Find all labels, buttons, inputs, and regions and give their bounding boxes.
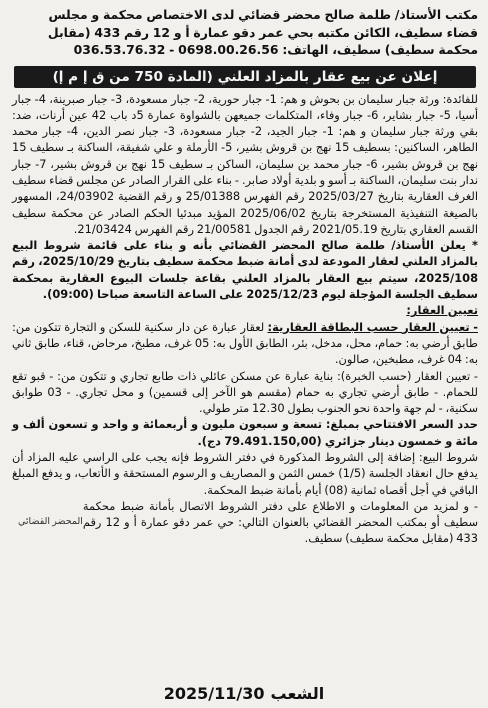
section-title-property: تعيين العقار:	[406, 303, 478, 318]
notice-body	[12, 91, 478, 546]
notice-title: إعلان عن بيع عقار بالمزاد العلني (المادة 750 من ق إ م إ)	[14, 66, 476, 88]
publication-footer	[0, 678, 488, 708]
property-description-paragraph	[12, 319, 478, 368]
publication-date: 2025/11/30	[163, 683, 265, 703]
sale-announcement-paragraph: * يعلن الأستاذ/ طلمة صالح المحضر القضائي بأنه و بناء على قائمة شروط البيع بالمزاد العلني لعقار المودعة لدى أمانة ضبط محكمة سطيف بتاريخ 2025/10/29، رقم 2025/108، سيتم بيع العقار بالمزاد العلني بقاعة جلسات البيوع العقارية بمحكمة سطيف الجلسة المؤجلة ليوم 2025/12/23 على الساعة التاسعة صباحا (09:00).	[12, 238, 478, 302]
property-description-label: - تعيين العقار حسب البطاقة العقارية:	[267, 319, 478, 334]
newspaper-name: الشعب	[270, 683, 325, 703]
opening-price-paragraph: حدد السعر الافتتاحي بمبلغ: تسعة و سبعون مليون و أربعمائة و واحد و تسعون ألف و مائة و خمسون دينار جزائري (79.491.150,00 دج).	[12, 417, 478, 448]
property-description-text: لعقار عبارة عن دار سكنية للسكن و التجارة تتكون من: طابق أرضي به: حمام، محل، مدخل، بئر، الطابق الأول به: 05 غرف، مطبخ، مرحاض، قناء، طابق ثاني به: 04 غرف، مطبخين، صالون.	[12, 319, 478, 367]
header-line-3-prefix: محكمة سطيف) سطيف، الهاتف:	[282, 42, 478, 57]
notice-header	[12, 6, 478, 59]
header-phone: 036.53.76.32 - 0698.00.26.56	[73, 42, 279, 57]
signature-label: المحضر القضائي	[18, 515, 83, 527]
header-line-3	[12, 41, 478, 59]
property-expertise-paragraph: - تعيين العقار (حسب الخبرة): بناية عبارة عن مسكن عائلي ذات طابع تجاري و تتكون من: - قبو تقع للحمام. - طابق أرضي تجاري به حمام (مقسم هو الآخر إلى قسمين) و محل تجاري. - 03 طوابق سكنية، - لم جهة واحدة نحو الجنوب بطول 12.30 متر طولي.	[12, 368, 478, 416]
header-line-1: مكتب الأستاذ/ طلمة صالح محضر قضائي لدى الاختصاص محكمة و مجلس	[48, 7, 478, 22]
contact-paragraph: - و لمزيد من المعلومات و الاطلاع على دفتر الشروط الاتصال بأمانة ضبط محكمة سطيف أو بمكتب المحضر القضائي بالعنوان التالي: حي عمر دقو عمارة أ و 12 رقم 433 (مقابل محكمة سطيف) سطيف.	[82, 498, 478, 545]
contact-row	[12, 498, 478, 546]
header-line-2: قضاء سطيف، الكائن مكتبه بحي عمر دقو عمارة أ و 12 رقم 433 (مقابل	[47, 24, 478, 40]
sale-conditions-paragraph: شروط البيع: إضافة إلى الشروط المذكورة في دفتر الشروط فإنه يجب على الراسي عليه المزاد أن يدفع حال انعقاد الجلسة (1/5) خمس الثمن و المصاريف و الرسوم المستحقة و الأتعاب، و يدفع المبلغ الباقي في أجل أقصاه ثمانية (08) أيام بأمانة ضبط المحكمة.	[12, 450, 478, 497]
parties-paragraph: للفائدة: ورثة جبار سليمان بن بحوش و هم: 1- جبار حورية، 2- جبار مسعودة، 3- جبار صبرينة، 4- جبار أسيا، 5- جبار بشاير، 6- جبار وفاء، المتكلمات جميعهن بالشواوة عمارة 5د باب 42 عين أرنات، ضد: بقي ورثة جبار سليمان و هم: 1- جبار الجيد، 2- جبار مسعودة، 3- جبار نصر الدين، 4- جبار محمد الطاهر، الساكنين: بسطيف 15 نهج بن قروش بشير، 5- الأرملة و علي شفيقة، الساكنة بـ سطيف 15 نهج بن قروش بشير، 6- جبار محمد بن سليمان، الساكن بـ سطيف 15 نهج بن قروش بشير، 7- جبار ندار بنت سليمان، الساكنة بـ أسو و بلدية أولاد صابر. - بناء على القرار الصادر عن مجلس قضاء سطيف الغرف العقارية بتاريخ 2025/03/27 رقم الفهرس 25/01388 و رقم القضية 24/03902، المسهور بالصيغة التنفيذية المستخرجة بتاريخ 2025/06/02 المؤيد مبدئيا الحكم الصادر عن محكمة سطيف القسم العقاري بتاريخ 2021/05.19 رقم الجدول 21/00581 رقم الفهرس 21/03424.	[12, 91, 479, 236]
